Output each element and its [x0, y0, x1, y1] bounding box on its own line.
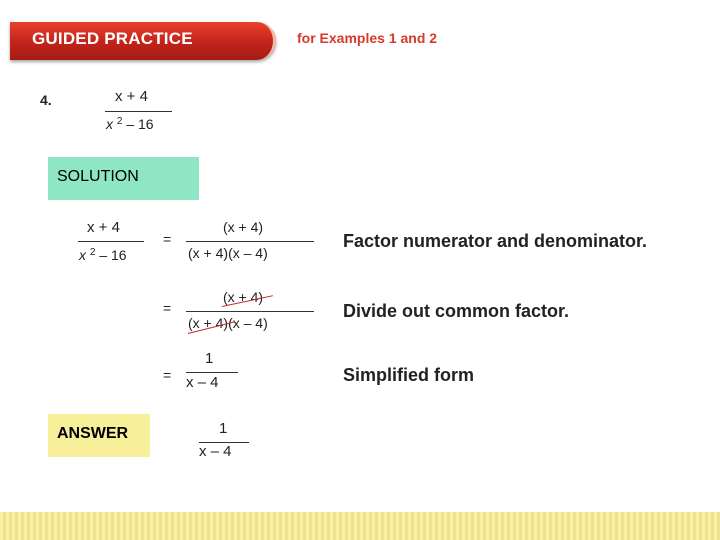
- step-2-equals: =: [163, 300, 172, 316]
- lhs-fraction-bar: [78, 241, 144, 242]
- header-subtitle: for Examples 1 and 2: [297, 30, 438, 46]
- step-1-denominator: (x + 4)(x – 4): [188, 245, 268, 261]
- footer-strip: [0, 512, 720, 540]
- answer-denominator: x – 4: [199, 443, 232, 460]
- step-1-note: Factor numerator and denominator.: [343, 231, 648, 251]
- problem-fraction-bar: [105, 111, 172, 112]
- step-3-denominator: x – 4: [186, 374, 219, 391]
- answer-numerator: 1: [219, 420, 228, 437]
- step-2-denominator: (x + 4)(x – 4): [188, 315, 268, 331]
- step-1-numerator: (x + 4): [223, 219, 264, 235]
- step-2-note: Divide out common factor.: [343, 301, 570, 321]
- step-3-equals: =: [163, 367, 172, 383]
- problem-number: 4.: [40, 92, 52, 108]
- solution-label-box: [48, 157, 199, 200]
- lhs-numerator: x + 4: [87, 219, 120, 236]
- problem-denominator: x $^2$ – 16: [106, 116, 154, 132]
- step-3-fraction-bar: [186, 372, 238, 373]
- step-1-fraction-bar: [186, 241, 314, 242]
- solution-label: SOLUTION: [57, 168, 139, 185]
- header-title: GUIDED PRACTICE: [32, 29, 193, 48]
- answer-label-box: [48, 414, 150, 457]
- step-1-equals: =: [163, 231, 172, 247]
- step-3-numerator: 1: [205, 350, 214, 367]
- answer-label: ANSWER: [57, 425, 129, 442]
- step-2-numerator: (x + 4): [223, 289, 264, 305]
- problem-numerator: x + 4: [115, 88, 148, 105]
- lhs-denominator: x $^2$ – 16: [79, 247, 127, 263]
- step-3-note: Simplified form: [343, 365, 475, 385]
- step-2-fraction-bar: [186, 311, 314, 312]
